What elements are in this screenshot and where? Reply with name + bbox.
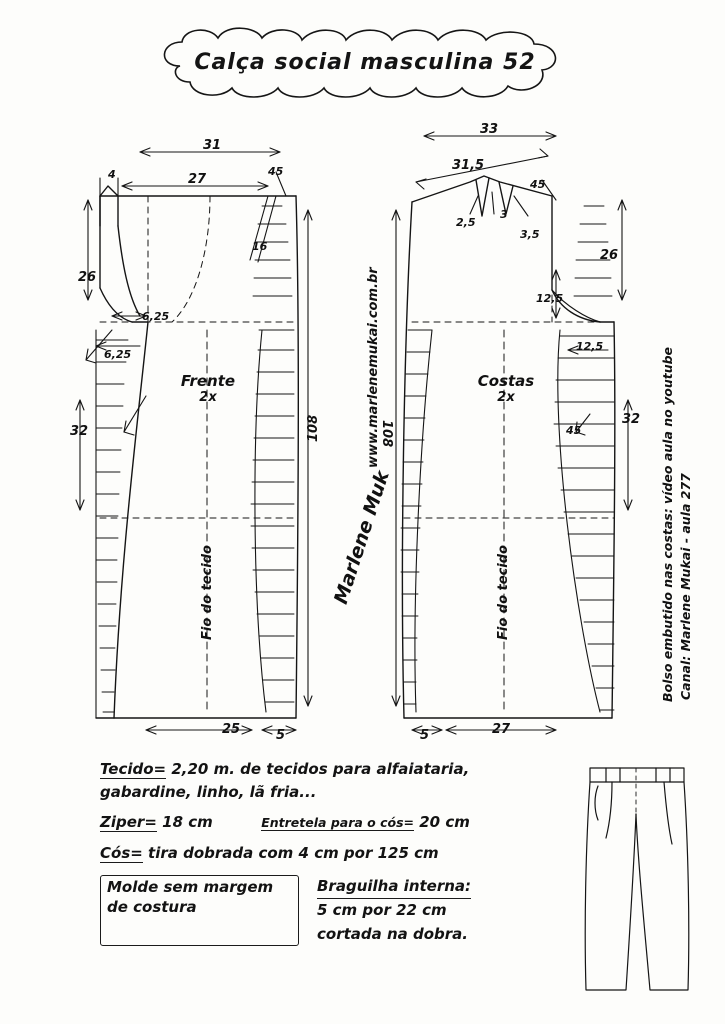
back-rise-label: 26 xyxy=(600,248,619,263)
fly-value-2: cortada na dobra. xyxy=(317,924,468,943)
front-piece-label: Frente 2x xyxy=(180,372,236,405)
back-diag-label: 31,5 xyxy=(452,158,485,173)
fabric-label: Tecido= xyxy=(100,760,167,778)
back-length-label: 108 xyxy=(379,420,394,448)
back-top-width-label: 33 xyxy=(480,122,499,137)
front-piece-outline xyxy=(96,186,298,718)
back-dart-left-label: 2,5 xyxy=(456,216,476,229)
front-hip-depth-label: 32 xyxy=(70,424,89,439)
front-rise-label: 26 xyxy=(78,270,97,285)
waistband-value: tira dobrada com 4 cm por 125 cm xyxy=(148,843,439,862)
front-grainline-label: Fio do tecido xyxy=(200,545,215,640)
fabric-note xyxy=(100,758,560,781)
front-left-offset-label: 4 xyxy=(108,168,116,181)
front-top-width-label: 31 xyxy=(203,138,222,153)
back-angle-label: 45 xyxy=(530,178,546,191)
fly-value: 5 cm por 22 cm xyxy=(317,901,447,920)
back-knee-label: 45 xyxy=(566,424,582,437)
page-title: Calça social masculina 52 xyxy=(194,49,536,75)
back-crotch-b-label: 12,5 xyxy=(576,340,604,353)
interlining-value: 20 cm xyxy=(419,812,470,831)
back-dart-right-label: 3,5 xyxy=(520,228,540,241)
waistband-note xyxy=(100,842,560,865)
fly-note xyxy=(317,875,471,946)
front-crotch-a-label: 6,25 xyxy=(142,310,170,323)
back-piece-label: Costas 2x xyxy=(477,372,535,405)
back-hip-depth-label: 32 xyxy=(622,412,641,427)
side-note-line1: Bolso embutido nas costas: vídeo aula no youtube xyxy=(660,346,675,702)
front-dart-len-label: 16 xyxy=(252,240,268,253)
back-hem-extra-label: 5 xyxy=(420,728,430,743)
front-length-label: 108 xyxy=(306,414,321,442)
front-hem-extra-label: 5 xyxy=(276,728,286,743)
front-hem-width-label: 25 xyxy=(222,722,241,737)
front-crotch-b-label: 6,25 xyxy=(104,348,132,361)
front-waist-width-label: 27 xyxy=(188,172,207,187)
side-note-line2: Canal: Marlene Mukai - aula 277 xyxy=(678,473,693,700)
back-hem-width-label: 27 xyxy=(492,722,511,737)
waistband-label: Cós= xyxy=(100,843,143,862)
fabric-value: 2,20 m. de tecidos para alfaiataria, xyxy=(171,760,470,778)
fabric-note-2: gabardine, linho, lã fria... xyxy=(100,783,317,802)
website-watermark: www.marlenemukai.com.br xyxy=(366,267,381,468)
zipper-label: Ziper= xyxy=(100,812,157,831)
front-dart-angle-label: 45 xyxy=(268,165,284,178)
no-seam-allowance-box: Molde sem margem de costura xyxy=(100,875,299,946)
fly-label: Braguilha interna: xyxy=(317,875,471,899)
signature: Marlene Muk xyxy=(330,468,394,607)
zipper-value: 18 cm xyxy=(162,812,213,831)
interlining-label: Entretela para o cós= xyxy=(261,814,414,830)
front-dimensions xyxy=(76,148,312,734)
notes-block xyxy=(100,758,560,946)
back-dart-mid-label: 3 xyxy=(500,208,508,221)
pants-illustration xyxy=(572,752,702,1002)
zipper-interlining-row xyxy=(100,811,560,834)
back-crotch-drop-label: 12,5 xyxy=(536,292,564,305)
back-grainline-label: Fio do tecido xyxy=(496,545,511,640)
